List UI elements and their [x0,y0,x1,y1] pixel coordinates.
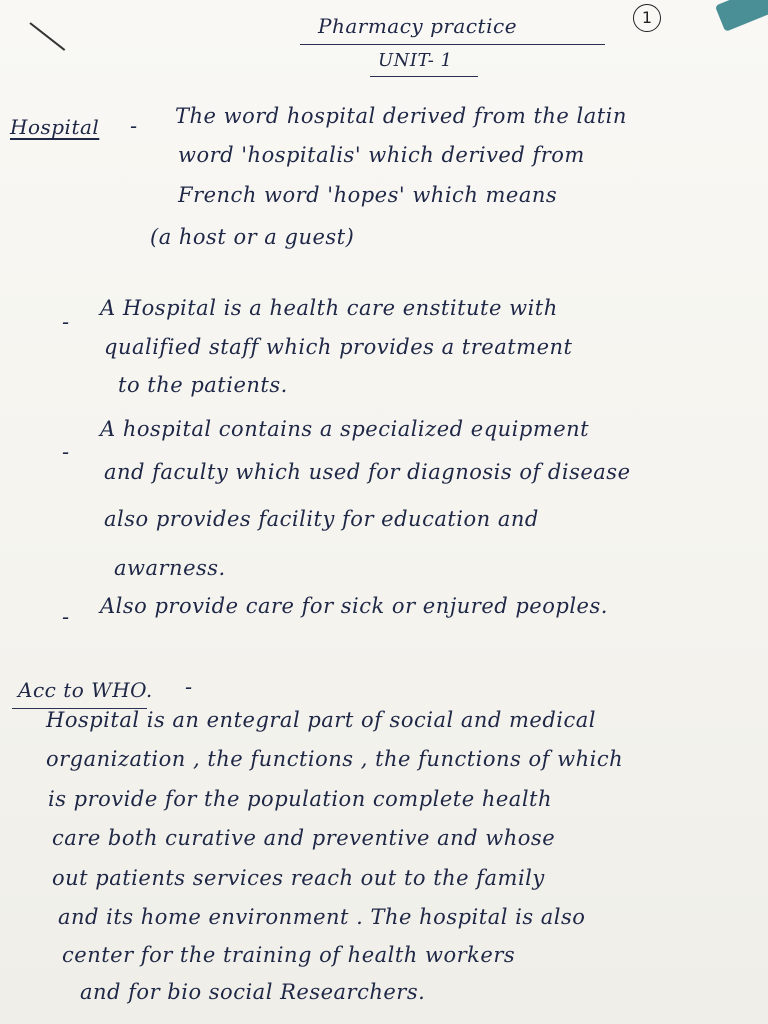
hospital-line: French word 'hopes' which means [178,183,558,207]
bullet-line: also provides facility for education and [104,507,539,531]
bullet-line: A hospital contains a specialized equipment [100,417,590,441]
who-dash: - [185,675,193,699]
who-line: and its home environment . The hospital is also [58,905,586,929]
bullet-line: awarness. [114,556,226,580]
bullet-dash: - [62,440,70,464]
subject-title: Pharmacy practice [318,14,518,38]
bullet-line: Also provide care for sick or enjured peoples. [100,594,608,618]
hospital-heading: Hospital [10,115,100,139]
title-underline [300,44,605,45]
who-line: care both curative and preventive and whose [52,826,556,850]
hospital-line: word 'hospitalis' which derived from [178,143,585,167]
bullet-dash: - [62,605,70,629]
page-number-badge: 1 [633,4,661,32]
who-line: Hospital is an entegral part of social and medical [46,708,597,732]
who-line: organization , the functions , the functions of which [46,747,624,771]
highlighter-pen [760,0,768,248]
bullet-line: A Hospital is a health care enstitute with [100,296,558,320]
pencil-mark [29,22,65,51]
unit-underline [370,76,478,77]
bullet-line: qualified staff which provides a treatment [104,335,573,359]
who-line: is provide for the population complete health [48,787,553,811]
hospital-dash: - [130,114,138,138]
bullet-line: to the patients. [118,373,288,397]
who-line: center for the training of health workers [62,943,516,967]
bullet-dash: - [62,310,70,334]
who-line: out patients services reach out to the family [52,866,545,890]
hospital-line: (a host or a guest) [150,225,355,249]
who-line: and for bio social Researchers. [80,980,426,1004]
unit-label: UNIT- 1 [378,50,453,71]
who-heading: Acc to WHO. [18,678,153,702]
bullet-line: and faculty which used for diagnosis of disease [104,460,631,484]
pen-cap-band [715,0,768,32]
hospital-line: The word hospital derived from the latin [175,104,627,128]
